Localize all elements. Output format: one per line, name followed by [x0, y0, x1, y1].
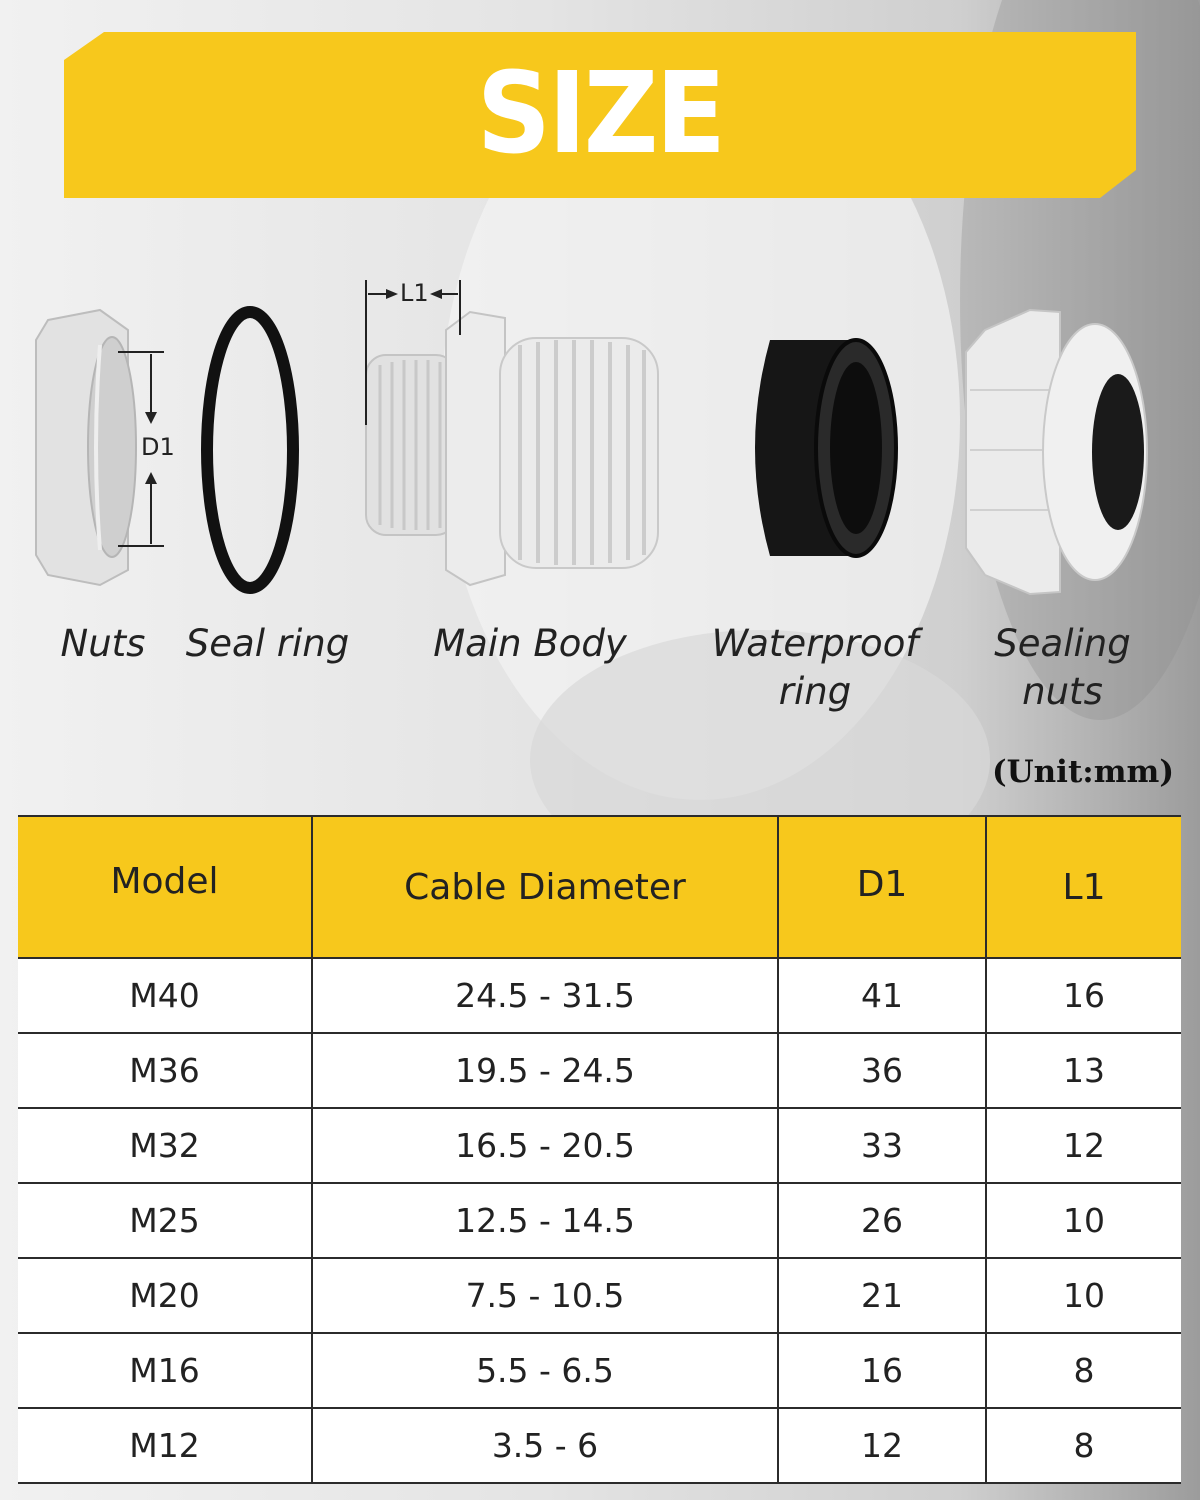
- cell-d1: 33: [778, 1108, 986, 1183]
- table-row: [18, 1258, 1181, 1333]
- main-body-image: [366, 312, 658, 585]
- part-label-line: ring: [778, 670, 852, 713]
- cell-cable-diameter: 19.5 - 24.5: [312, 1033, 778, 1108]
- cell-model: M32: [18, 1108, 312, 1183]
- l1-label: L1: [400, 279, 429, 307]
- cell-cable-diameter: 16.5 - 20.5: [312, 1108, 778, 1183]
- table-row: [18, 1108, 1181, 1183]
- part-label-line: Main Body: [433, 622, 627, 665]
- cell-l1: 10: [986, 1258, 1181, 1333]
- unit-note: (Unit:mm): [991, 754, 1174, 790]
- cell-cable-diameter: 3.5 - 6: [312, 1408, 778, 1483]
- cell-d1: 26: [778, 1183, 986, 1258]
- table-row: [18, 1183, 1181, 1258]
- cell-model: M12: [18, 1408, 312, 1483]
- cell-l1: 8: [986, 1333, 1181, 1408]
- header-d1: D1: [778, 816, 986, 958]
- header-l1: L1: [986, 816, 1181, 958]
- cell-l1: 12: [986, 1108, 1181, 1183]
- cell-l1: 10: [986, 1183, 1181, 1258]
- page-title: SIZE: [476, 49, 724, 179]
- table-row: [18, 1333, 1181, 1408]
- parts-illustration: [0, 260, 1200, 610]
- cell-d1: 21: [778, 1258, 986, 1333]
- cell-cable-diameter: 7.5 - 10.5: [312, 1258, 778, 1333]
- cell-l1: 8: [986, 1408, 1181, 1483]
- cell-cable-diameter: 5.5 - 6.5: [312, 1333, 778, 1408]
- part-label-sealing-nuts: [975, 620, 1150, 716]
- part-label-waterproof-ring: [705, 620, 925, 716]
- cell-l1: 16: [986, 958, 1181, 1033]
- table-row: [18, 1033, 1181, 1108]
- table-row: [18, 1408, 1181, 1483]
- part-label-line: nuts: [1022, 670, 1103, 713]
- cell-l1: 13: [986, 1033, 1181, 1108]
- cell-model: M40: [18, 958, 312, 1033]
- part-label-nuts: [38, 620, 168, 668]
- cell-model: M36: [18, 1033, 312, 1108]
- cell-model: M20: [18, 1258, 312, 1333]
- header-cable-diameter: Cable Diameter: [312, 816, 778, 958]
- cell-d1: 41: [778, 958, 986, 1033]
- cell-d1: 12: [778, 1408, 986, 1483]
- part-label-line: Seal ring: [185, 622, 350, 665]
- size-table: [18, 815, 1181, 1484]
- cell-cable-diameter: 12.5 - 14.5: [312, 1183, 778, 1258]
- seal-ring-image: [207, 312, 293, 588]
- header-model: Model: [18, 816, 312, 958]
- waterproof-ring-image: [755, 340, 896, 556]
- cell-model: M25: [18, 1183, 312, 1258]
- part-label-line: Nuts: [60, 622, 146, 665]
- sealing-nut-image: [966, 310, 1147, 594]
- table-header-row: [18, 816, 1181, 958]
- cell-d1: 36: [778, 1033, 986, 1108]
- part-label-seal-ring: [180, 620, 355, 668]
- cell-d1: 16: [778, 1333, 986, 1408]
- part-label-line: Sealing: [994, 622, 1131, 665]
- part-label-main-body: [420, 620, 640, 668]
- part-label-line: Waterproof: [711, 622, 919, 665]
- cell-cable-diameter: 24.5 - 31.5: [312, 958, 778, 1033]
- table-row: [18, 958, 1181, 1033]
- cell-model: M16: [18, 1333, 312, 1408]
- d1-label: D1: [141, 433, 175, 461]
